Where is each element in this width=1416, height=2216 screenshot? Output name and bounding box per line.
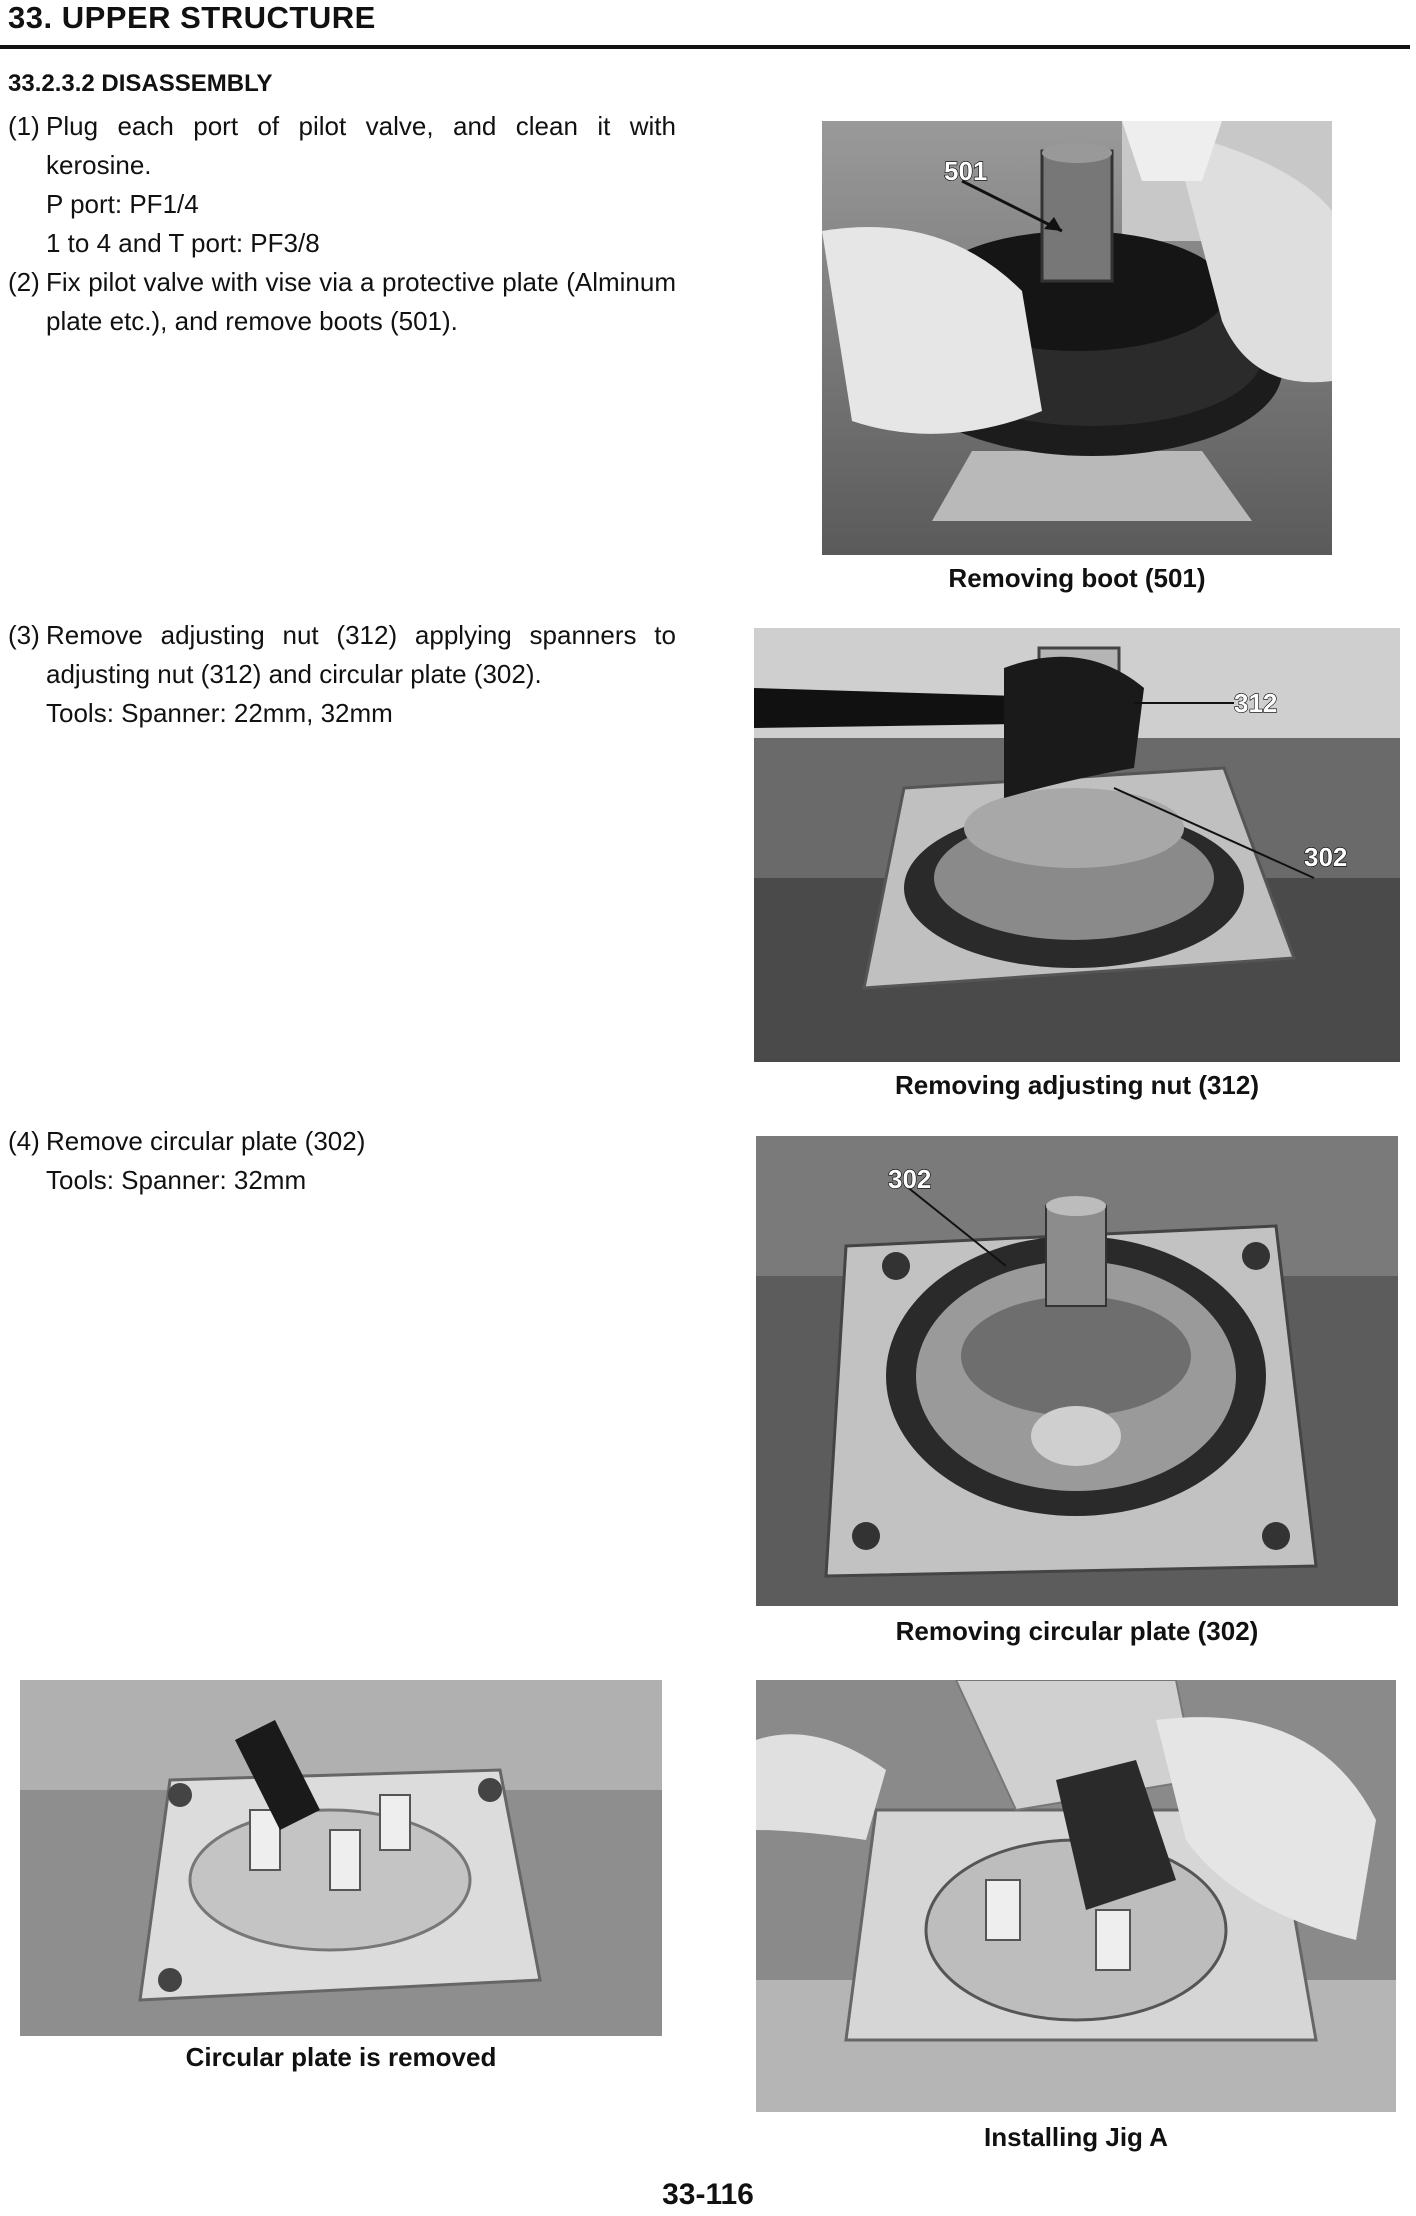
header-rule <box>0 45 1410 49</box>
step-number: (1) <box>8 111 40 141</box>
step-text: 1 to 4 and T port: PF3/8 <box>46 228 320 258</box>
step-number: (4) <box>8 1126 40 1156</box>
callout-label <box>942 150 1002 195</box>
photo-circular-plate-removed <box>20 1680 662 2036</box>
page-header-title: 33. UPPER STRUCTURE <box>8 0 376 35</box>
callout-302: 302 <box>888 1164 932 1194</box>
callout-501: 501 <box>944 156 988 186</box>
section-title: 33.2.3.2 DISASSEMBLY <box>8 70 273 97</box>
figure-caption: Installing Jig A <box>984 2122 1168 2152</box>
step-4 <box>8 1122 676 1200</box>
step-text: Remove adjusting nut (312) applying spanners to adjusting nut (312) and circular plate (302). <box>46 620 676 689</box>
step-text: Tools: Spanner: 32mm <box>46 1165 307 1195</box>
step-3 <box>8 616 676 733</box>
page-number: 33-116 <box>662 2178 754 2211</box>
step-text: Remove circular plate (302) <box>46 1126 366 1156</box>
step-text: Plug each port of pilot valve, and clean it with kerosine. <box>46 111 676 180</box>
step-2 <box>8 263 676 341</box>
callout-312: 312 <box>1234 688 1278 718</box>
step-text: Fix pilot valve with vise via a protective plate (Alminum plate etc.), and remove boots (501). <box>46 267 676 336</box>
step-number: (2) <box>8 267 40 297</box>
figure-caption: Removing circular plate (302) <box>895 1616 1259 1646</box>
callout-label <box>1232 682 1292 727</box>
photo-removing-circular-plate <box>756 1136 1398 1606</box>
photo-removing-boot <box>822 121 1332 555</box>
step-number: (3) <box>8 620 40 650</box>
photo-installing-jig-a <box>756 1680 1396 2112</box>
callout-label <box>1302 836 1362 881</box>
callout-label <box>886 1158 946 1203</box>
step-text: Tools: Spanner: 22mm, 32mm <box>46 698 393 728</box>
step-text: P port: PF1/4 <box>46 189 199 219</box>
figure-caption: Removing boot (501) <box>948 563 1206 593</box>
callout-302: 302 <box>1304 842 1348 872</box>
step-1 <box>8 107 676 263</box>
figure-caption: Removing adjusting nut (312) <box>894 1070 1260 1100</box>
figure-caption: Circular plate is removed <box>185 2042 497 2072</box>
